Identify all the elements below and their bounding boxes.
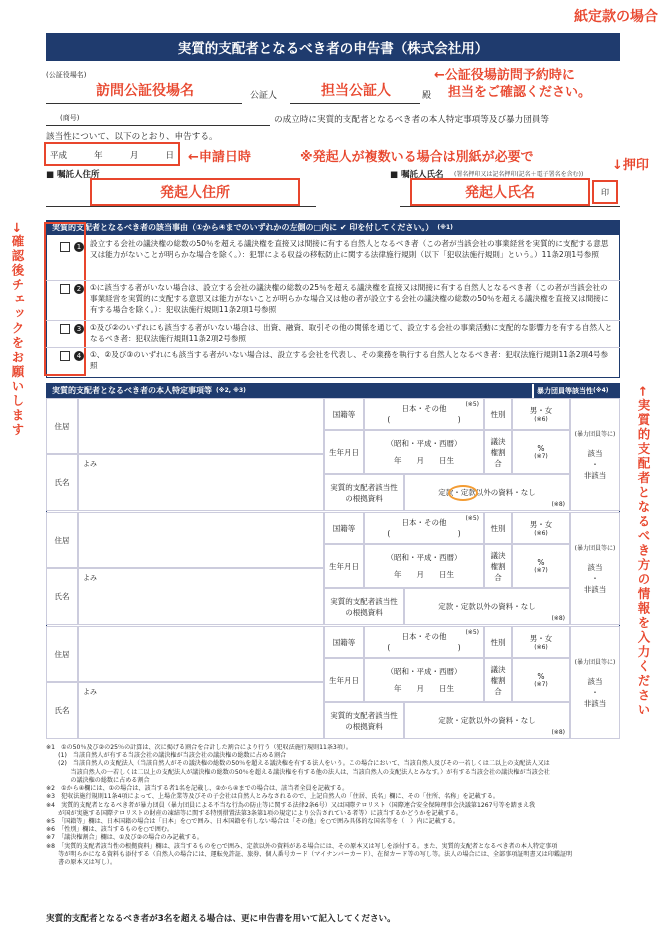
reason-num-1: 1 bbox=[74, 242, 84, 252]
name-label-3: 氏名 bbox=[46, 682, 78, 739]
shogo-label: (商号) bbox=[60, 114, 80, 122]
name-input-3[interactable] bbox=[78, 682, 324, 739]
note-line: ※8 「実質的支配者該当性の根拠資料」欄は、該当するものを○で囲み、定款以外の資料がある場合には、その原本又は写しを添付する。また、実質的支配者となるべき者の本人特定事項 bbox=[46, 842, 558, 850]
vote-label-2: 議決権割合 bbox=[484, 544, 512, 588]
basis-label-2: 実質的支配者該当性の根拠資料 bbox=[324, 588, 404, 625]
note8-2: (※8) bbox=[551, 615, 565, 622]
date-annotation: ←申請日時 bbox=[188, 150, 251, 165]
birth-era-1: （昭和・平成・西暦） bbox=[386, 439, 462, 448]
gaitou-1: 該当 bbox=[587, 448, 603, 458]
nationality-paren-3: ( ) bbox=[387, 643, 461, 652]
sex-label-2: 性別 bbox=[484, 512, 512, 544]
reason-checkbox-3[interactable] bbox=[60, 324, 70, 334]
sex-input-3[interactable] bbox=[512, 626, 570, 658]
bouryoku-input-2[interactable] bbox=[570, 512, 620, 625]
vote-percent-3: % bbox=[537, 672, 545, 681]
name-input-1[interactable] bbox=[78, 454, 324, 511]
address-label-1: 住居 bbox=[46, 398, 78, 454]
dot-2: ・ bbox=[591, 573, 599, 583]
bouryoku-header-text: 暴力団員等該当性 bbox=[537, 386, 593, 395]
yomi-label-3: よみ bbox=[83, 688, 97, 696]
yomi-label-2: よみ bbox=[83, 574, 97, 582]
notary-label: 公証人 bbox=[250, 91, 278, 101]
basis-value-2: 定款・定款以外の資料・なし bbox=[438, 602, 536, 611]
yomi-label-1: よみ bbox=[83, 460, 97, 468]
note-line: ※1 ①の50％及び②の25％の計算は、次に掲げる割合を合計した割合により行う（犯収法施行規則11条3項）。 bbox=[46, 744, 353, 751]
note7-3: (※7) bbox=[534, 681, 548, 688]
nationality-value-2: 日本・その他 bbox=[401, 518, 447, 527]
reason-checkbox-2[interactable] bbox=[60, 284, 70, 294]
bouryoku-input-1[interactable] bbox=[570, 398, 620, 511]
address-label-2: 住居 bbox=[46, 512, 78, 568]
nationality-input-1[interactable] bbox=[364, 398, 484, 430]
person-block-3 bbox=[46, 626, 620, 739]
promoter-address-label: ■ 嘱託人住所 bbox=[46, 170, 100, 180]
reason-checkbox-1[interactable] bbox=[60, 242, 70, 252]
person-header bbox=[46, 383, 532, 398]
multi-promoter-note: ※発起人が複数いる場合は別紙が必要で bbox=[300, 150, 534, 165]
shogo-underline[interactable] bbox=[46, 125, 270, 126]
note8-1: (※8) bbox=[551, 501, 565, 508]
reason-num-2: 2 bbox=[74, 284, 84, 294]
note-line: が国が実施する国際テロリストの財産の凍結等に関する特別措置法第3条第1項の規定により公告されている者等）に該当するかどうかを記載する。 bbox=[46, 809, 462, 817]
name-label-1: 氏名 bbox=[46, 454, 78, 511]
note-line: 等が明らかになる資料も添付する（自然人の場合には、運転免許証、旅券、個人番号カード（マイナンバーカード）、在留カード等の写し等。法人の場合には、全部事項証明書又は印鑑証明 bbox=[46, 850, 573, 858]
birth-era-3: （昭和・平成・西暦） bbox=[386, 667, 462, 676]
note8-3: (※8) bbox=[551, 729, 565, 736]
name-label-2: 氏名 bbox=[46, 568, 78, 625]
note6-2: (※6) bbox=[534, 530, 548, 537]
birth-label-1: 生年月日 bbox=[324, 430, 364, 474]
bouryoku-paren-3: (暴力団員等に) bbox=[574, 658, 616, 666]
seal-annotation: ↓押印 bbox=[612, 158, 649, 173]
note7-2: (※7) bbox=[534, 567, 548, 574]
office-input[interactable]: 訪問公証役場名 bbox=[96, 83, 194, 99]
notary-input[interactable]: 担当公証人 bbox=[321, 83, 391, 99]
gaitou-3: 該当 bbox=[587, 676, 603, 686]
paper-articles-label: 紙定款の場合 bbox=[574, 9, 658, 25]
promoter-name-sub: (署名押印又は記名押印(記名＋電子署名を含む)) bbox=[454, 171, 584, 178]
birth-input-2[interactable] bbox=[364, 544, 484, 588]
person-block-1 bbox=[46, 398, 620, 511]
note-line: の議決権の総数に占める割合 bbox=[46, 776, 150, 784]
dot-3: ・ bbox=[591, 687, 599, 697]
notary-underline bbox=[290, 103, 420, 104]
reason-item-2 bbox=[46, 282, 620, 318]
person-header-note: (※2, ※3) bbox=[216, 387, 246, 394]
office-label: (公証役場名) bbox=[46, 71, 87, 79]
reason-item-1 bbox=[46, 238, 620, 280]
promoter-name-underline bbox=[400, 206, 620, 207]
vote-label-1: 議決権割合 bbox=[484, 430, 512, 474]
vote-percent-2: % bbox=[537, 558, 545, 567]
reason-divider-3 bbox=[46, 347, 620, 348]
basis-value-3: 定款・定款以外の資料・なし bbox=[438, 716, 536, 725]
seal-box[interactable]: 印 bbox=[592, 180, 618, 204]
birth-ymd-1: 年 月 日生 bbox=[394, 456, 454, 465]
nationality-input-2[interactable] bbox=[364, 512, 484, 544]
basis-label-3: 実質的支配者該当性の根拠資料 bbox=[324, 702, 404, 739]
form-title: 実質的支配者となるべき者の申告書（株式会社用） bbox=[46, 33, 620, 61]
birth-ymd-2: 年 月 日生 bbox=[394, 570, 454, 579]
reason-item-4 bbox=[46, 349, 620, 375]
notes-section bbox=[46, 744, 620, 904]
birth-ymd-3: 年 月 日生 bbox=[394, 684, 454, 693]
sex-value-2: 男・女 bbox=[529, 520, 553, 529]
reason-header-note: (※1) bbox=[437, 224, 453, 231]
address-input-3[interactable] bbox=[78, 626, 324, 682]
note7-1: (※7) bbox=[534, 453, 548, 460]
birth-input-3[interactable] bbox=[364, 658, 484, 702]
sex-label-3: 性別 bbox=[484, 626, 512, 658]
note-line: ※5 「国籍等」欄は、日本国籍の場合は「日本」を○で囲み、日本国籍を有しない場合は「その他」を○で囲み具体的な国名等を（ ）内に記載する。 bbox=[46, 817, 460, 825]
basis-label-1: 実質的支配者該当性の根拠資料 bbox=[324, 474, 404, 511]
reason-header bbox=[46, 220, 620, 235]
reason-text-3: ①及び②のいずれにも該当する者がいない場合は、出資、融資、取引その他の関係を通じて、設立する会社の事業活動に支配的な影響力を有する自然人となるべき者：犯収法施行規則11条2項2号参照 bbox=[90, 323, 613, 343]
sex-input-1[interactable] bbox=[512, 398, 570, 430]
person-header-text: 実質的支配者となるべき者の本人特定事項等 bbox=[52, 386, 212, 395]
reason-num-3: 3 bbox=[74, 324, 84, 334]
reason-text-1: 設立する会社の議決権の総数の50％を超える議決権を直接又は間接に有する自然人となるべき者（この者が当該会社の事業経営を実質的に支配する意思又は能力がないことが明らかな場合を除く。）：犯罪による収益の移転防止に関する法律施行規則（以下「犯収法施行規則」という。）11条2項1号参照 bbox=[90, 239, 609, 259]
date-year: 年 bbox=[94, 151, 103, 161]
note-line: (1) 当該自然人が有する当該会社の議決権が当該会社の議決権の総数に占める割合 bbox=[46, 752, 287, 760]
vote-input-2[interactable] bbox=[512, 544, 570, 588]
promoter-name-input[interactable]: 発起人氏名 bbox=[410, 178, 590, 206]
reason-text-2: ①に該当する者がいない場合は、設立する会社の議決権の総数の25％を超える議決権を直接又は間接に有する自然人となるべき者（この者が当該会社の事業経営を実質的に支配する意思又は能力がないことが明らかな場合又は他の者が設立する会社の議決権の総数の50％を超える議決権を直接又は間接に有する場合を除く。）：犯収法施行規則11条2項1号参照 bbox=[90, 283, 609, 314]
birth-label-2: 生年月日 bbox=[324, 544, 364, 588]
articles-circle-mark bbox=[448, 485, 478, 501]
nationality-label-2: 国籍等 bbox=[324, 512, 364, 544]
reason-divider-2 bbox=[46, 320, 620, 321]
basis-value-1: 定款・定款以外の資料・なし bbox=[438, 488, 536, 497]
address-input-1[interactable] bbox=[78, 398, 324, 454]
note5-3: (※5) bbox=[465, 629, 479, 636]
date-month: 月 bbox=[129, 151, 139, 161]
bouryoku-paren-1: (暴力団員等に) bbox=[574, 430, 616, 438]
nationality-paren-2: ( ) bbox=[387, 529, 461, 538]
note-line: ※6 「性別」欄は、該当するものを○で囲む。 bbox=[46, 826, 174, 834]
declaration-line-1: の成立時に実質的支配者となるべき者の本人特定事項等及び暴力団員等 bbox=[274, 115, 550, 125]
promoter-address-input[interactable]: 発起人住所 bbox=[90, 178, 300, 206]
address-label-3: 住居 bbox=[46, 626, 78, 682]
dono-label: 殿 bbox=[422, 91, 432, 101]
note6-3: (※6) bbox=[534, 644, 548, 651]
note5-1: (※5) bbox=[465, 401, 479, 408]
note5-2: (※5) bbox=[465, 515, 479, 522]
birth-era-2: （昭和・平成・西暦） bbox=[386, 553, 462, 562]
vote-percent-1: % bbox=[537, 444, 545, 453]
basis-input-2[interactable] bbox=[404, 588, 570, 625]
reason-header-text: 実質的支配者となるべき者の該当事由（①から④までのいずれかの左側の□内に ✔ 印を付してください。） bbox=[52, 223, 434, 232]
vote-input-3[interactable] bbox=[512, 658, 570, 702]
note-line: ※7 「議決権割合」欄は、①及び②の場合のみ記載する。 bbox=[46, 834, 204, 842]
date-day: 日 bbox=[165, 151, 174, 161]
vote-label-3: 議決権割合 bbox=[484, 658, 512, 702]
bouryoku-input-3[interactable] bbox=[570, 626, 620, 739]
note-line: ※3 犯収法施行規則11条4項によって、上場企業等及びその子会社は自然人とみなされるので、上記自然人の「住居、氏名」欄に、その「住所、名称」を記載する。 bbox=[46, 793, 500, 801]
note-line: 書の原本又は写し）。 bbox=[46, 859, 117, 867]
note-line: 当該自然人の一若しくは二以上の支配法人が議決権の総数の50％を超える議決権を有する他の法人は、当該自然人の支配法人とみなす。）が有する当該会社の議決権が当該会社 bbox=[46, 768, 550, 776]
higaitou-3: 非該当 bbox=[583, 698, 607, 708]
person-block-2 bbox=[46, 512, 620, 625]
bouryoku-header-note: (※4) bbox=[593, 387, 609, 394]
sex-value-1: 男・女 bbox=[529, 406, 553, 415]
reason-divider-1 bbox=[46, 280, 620, 281]
higaitou-1: 非該当 bbox=[583, 470, 607, 480]
note-line: ※4 実質的支配者となるべき者が暴力団員（暴力団員による不当な行為の防止等に関する法律2条6号）又は国際テロリスト（国際連合安全保障理事会決議第1267号等を踏まえ我 bbox=[46, 801, 536, 809]
nationality-label-1: 国籍等 bbox=[324, 398, 364, 430]
nationality-value-1: 日本・その他 bbox=[401, 404, 447, 413]
promoter-name-label: ■ 嘱託人氏名 bbox=[390, 170, 444, 180]
nationality-label-3: 国籍等 bbox=[324, 626, 364, 658]
sex-label-1: 性別 bbox=[484, 398, 512, 430]
office-annotation bbox=[434, 68, 591, 102]
reason-item-3 bbox=[46, 322, 620, 346]
gaitou-2: 該当 bbox=[587, 562, 603, 572]
birth-label-3: 生年月日 bbox=[324, 658, 364, 702]
reason-text-4: ①、②及び③のいずれにも該当する者がいない場合は、設立する会社を代表し、その業務を執行する自然人となるべき者：犯収法施行規則11条2項4号参照 bbox=[90, 350, 609, 370]
promoter-address-underline bbox=[46, 206, 316, 207]
sex-value-3: 男・女 bbox=[529, 634, 553, 643]
name-input-2[interactable] bbox=[78, 568, 324, 625]
footer-note: 実質的支配者となるべき者が3名を超える場合は、更に申告書を用いて記入してください。 bbox=[46, 914, 396, 924]
check-instruction: →確認後チェックをお願いします bbox=[10, 222, 25, 438]
office-underline bbox=[46, 103, 242, 104]
entry-instruction: ←実質的支配者となるべき方の情報を入力ください bbox=[636, 386, 651, 718]
date-era: 平成 bbox=[50, 151, 68, 161]
nationality-paren-1: ( ) bbox=[387, 415, 461, 424]
basis-input-3[interactable] bbox=[404, 702, 570, 739]
vote-input-1[interactable] bbox=[512, 430, 570, 474]
date-row bbox=[50, 149, 174, 161]
nationality-value-3: 日本・その他 bbox=[401, 632, 447, 641]
bouryoku-paren-2: (暴力団員等に) bbox=[574, 544, 616, 552]
note6-1: (※6) bbox=[534, 416, 548, 423]
note-line: ※2 ①から④欄には、①の場合は、該当する者1名を記載し、②から④までの場合は、該当者全員を記載する。 bbox=[46, 785, 349, 793]
declaration-line-2: 該当性について、以下のとおり、申告する。 bbox=[46, 132, 218, 142]
nationality-input-3[interactable] bbox=[364, 626, 484, 658]
note-line: (2) 当該自然人の支配法人（当該自然人がその議決権の総数の50％を超える議決権を有する法人をいう。この場合において、当該自然人及びその一若しくは二以上の支配法人又は bbox=[46, 760, 550, 768]
reason-checkbox-4[interactable] bbox=[60, 351, 70, 361]
higaitou-2: 非該当 bbox=[583, 584, 607, 594]
address-input-2[interactable] bbox=[78, 512, 324, 568]
office-annotation-line1: ←公証役場訪問予約時に bbox=[434, 68, 575, 83]
dot-1: ・ bbox=[591, 459, 599, 469]
bouryoku-header bbox=[534, 383, 620, 398]
birth-input-1[interactable] bbox=[364, 430, 484, 474]
basis-input-1[interactable] bbox=[404, 474, 570, 511]
office-annotation-line2: 担当をご確認ください。 bbox=[448, 84, 592, 100]
reason-num-4: 4 bbox=[74, 351, 84, 361]
sex-input-2[interactable] bbox=[512, 512, 570, 544]
